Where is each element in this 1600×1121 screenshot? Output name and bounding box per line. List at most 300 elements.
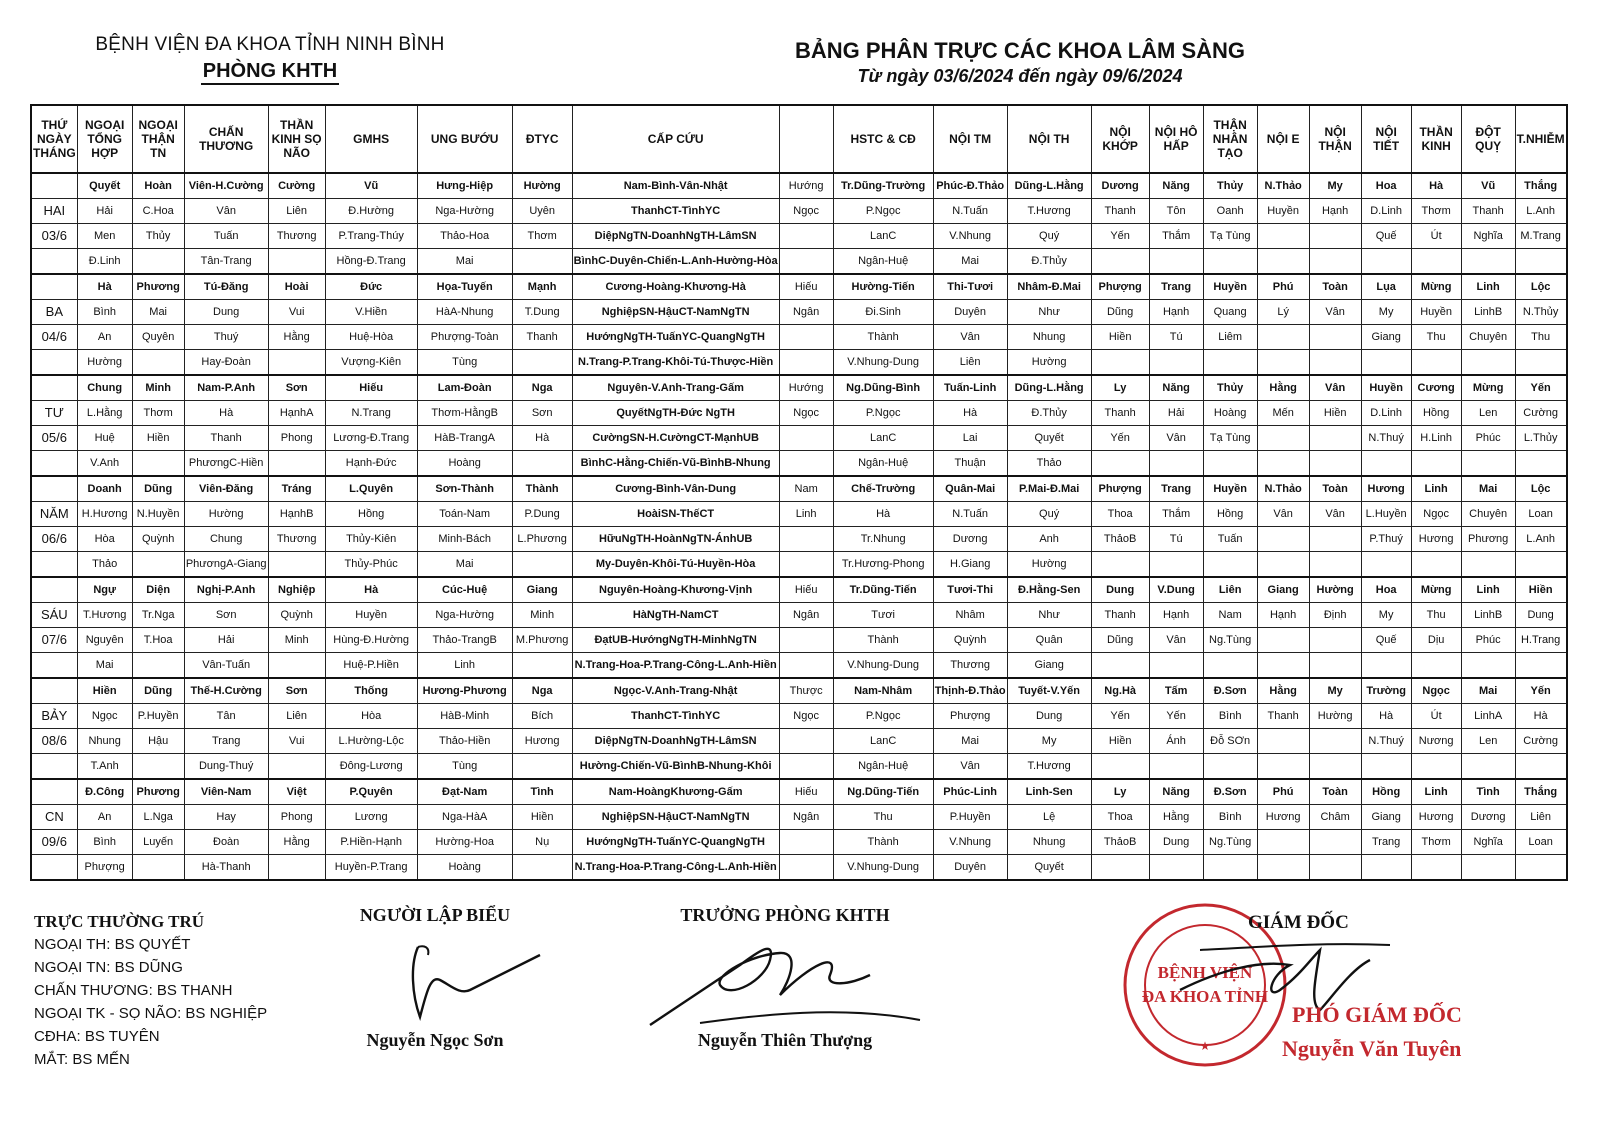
table-cell: Toàn (1309, 274, 1361, 300)
table-cell (268, 855, 325, 881)
table-cell: T.Hương (77, 603, 132, 628)
table-cell: Đông-Lương (325, 754, 417, 780)
table-cell (1149, 350, 1203, 376)
table-cell: Chế-Trường (833, 476, 933, 502)
table-row (31, 199, 1567, 224)
resident-duty-line: CĐHA: BS TUYÊN (34, 1028, 160, 1045)
table-cell: Dung (1149, 830, 1203, 855)
table-cell: Tuấn (1203, 527, 1257, 552)
table-cell: Hiền (1309, 401, 1361, 426)
table-row (31, 350, 1567, 376)
table-cell: Duyên (933, 855, 1007, 881)
table-cell (268, 552, 325, 578)
table-cell: Huyền (1203, 476, 1257, 502)
table-cell: Năng (1149, 173, 1203, 199)
table-cell: Ly (1091, 779, 1149, 805)
table-cell: Bình (1203, 805, 1257, 830)
table-cell: Minh (132, 375, 184, 401)
table-cell: Tạ Tùng (1203, 426, 1257, 451)
table-cell: Quý (1007, 224, 1091, 249)
table-cell: Nam-P.Anh (184, 375, 268, 401)
table-cell: P.Dung (512, 502, 572, 527)
table-cell: V.Nhung (933, 830, 1007, 855)
table-cell: Len (1461, 401, 1515, 426)
table-cell (1515, 855, 1567, 881)
table-cell: Uyên (512, 199, 572, 224)
table-cell: Thu (1411, 325, 1461, 350)
table-cell: Hương (1257, 805, 1309, 830)
table-cell (132, 249, 184, 275)
table-cell: Hưng-Hiệp (417, 173, 512, 199)
preparer-title: NGƯỜI LẬP BIỂU (359, 905, 511, 925)
table-cell: Nhâm-Đ.Mai (1007, 274, 1091, 300)
day-date: 09/6 (31, 830, 77, 855)
table-cell: Đ.Thủy (1007, 401, 1091, 426)
table-cell: Ngân (779, 603, 833, 628)
table-cell: Toàn (1309, 779, 1361, 805)
table-cell: Hường (1007, 350, 1091, 376)
column-header: NỘI KHỚP (1091, 105, 1149, 173)
resident-duty-line: CHẤN THƯƠNG: BS THANH (34, 982, 233, 999)
table-cell: Dũng-L.Hằng (1007, 375, 1091, 401)
day-date: 05/6 (31, 426, 77, 451)
table-cell: Doanh (77, 476, 132, 502)
table-cell: N.Trang (325, 401, 417, 426)
svg-text:★: ★ (1199, 1039, 1211, 1053)
table-row (31, 552, 1567, 578)
table-cell: N.Thảo (1257, 173, 1309, 199)
table-cell: Hồng (1203, 502, 1257, 527)
document-title: BẢNG PHÂN TRỰC CÁC KHOA LÂM SÀNG (794, 38, 1246, 63)
table-cell: Hạnh (1149, 300, 1203, 325)
table-cell: Hiền (1091, 325, 1149, 350)
table-cell (512, 249, 572, 275)
table-cell: Thành (833, 628, 933, 653)
table-cell: Viên-Nam (184, 779, 268, 805)
table-cell: LanC (833, 426, 933, 451)
day-cell (31, 350, 77, 376)
table-cell: Ng.Dũng-Bình (833, 375, 933, 401)
table-cell: Như (1007, 603, 1091, 628)
table-cell: Hoàng (1203, 401, 1257, 426)
table-cell (132, 653, 184, 679)
table-cell: P.Hiền-Hạnh (325, 830, 417, 855)
table-cell: Tuyết-V.Yến (1007, 678, 1091, 704)
table-cell: Vân (1309, 300, 1361, 325)
column-header: UNG BƯỚU (417, 105, 512, 173)
table-cell: Thơm (1411, 830, 1461, 855)
table-cell (1309, 754, 1361, 780)
table-cell: Nga-Hường (417, 199, 512, 224)
table-cell: Hoài (268, 274, 325, 300)
table-cell: My (1361, 603, 1411, 628)
table-cell: Hằng (1149, 805, 1203, 830)
table-cell: Yến (1515, 375, 1567, 401)
table-cell: V.Dung (1149, 577, 1203, 603)
table-cell: Hà (933, 401, 1007, 426)
table-cell (779, 325, 833, 350)
table-cell: D.Linh (1361, 199, 1411, 224)
table-cell: Nga (512, 678, 572, 704)
table-cell: Thắng (1515, 779, 1567, 805)
table-cell: Vui (268, 300, 325, 325)
table-cell: Quang (1203, 300, 1257, 325)
table-cell (1515, 451, 1567, 477)
table-cell: Hằng (268, 830, 325, 855)
table-cell: Đỗ SƠn (1203, 729, 1257, 754)
table-cell (268, 249, 325, 275)
table-cell: N.Trang-Hoa-P.Trang-Công-L.Anh-Hiền (572, 653, 779, 679)
table-cell: Hà (325, 577, 417, 603)
table-cell: Sơn (268, 678, 325, 704)
table-cell: Thuý (184, 325, 268, 350)
table-cell: Viên-H.Cường (184, 173, 268, 199)
column-header (779, 105, 833, 173)
table-cell: Minh (268, 628, 325, 653)
day-name: CN (31, 805, 77, 830)
table-cell: Tr.Nga (132, 603, 184, 628)
table-cell (1411, 249, 1461, 275)
table-cell: LanC (833, 729, 933, 754)
preparer-signature-icon (400, 935, 550, 1025)
table-cell: Hiền (1515, 577, 1567, 603)
table-cell: L.Nga (132, 805, 184, 830)
table-cell: N.Trang-P.Trang-Khôi-Tú-Thược-Hiền (572, 350, 779, 376)
table-cell (132, 754, 184, 780)
table-cell: Dũng (132, 678, 184, 704)
table-cell: Nhung (77, 729, 132, 754)
table-cell: Hằng (1257, 375, 1309, 401)
head-name: Nguyễn Thiên Thượng (697, 1030, 873, 1050)
table-cell: Bình (1203, 704, 1257, 729)
table-cell (1257, 830, 1309, 855)
table-cell: Quỳnh (132, 527, 184, 552)
table-cell: Tú (1149, 527, 1203, 552)
table-cell (1257, 729, 1309, 754)
column-header: THẬN NHÂN TẠO (1203, 105, 1257, 173)
table-cell: P.Ngọc (833, 199, 933, 224)
table-cell: Liên (933, 350, 1007, 376)
table-cell: Vũ (325, 173, 417, 199)
table-cell (512, 855, 572, 881)
table-cell: Hà (833, 502, 933, 527)
table-cell: Duyên (933, 300, 1007, 325)
table-cell: LinhA (1461, 704, 1515, 729)
day-cell (31, 577, 77, 603)
table-cell: DiệpNgTN-DoanhNgTH-LâmSN (572, 224, 779, 249)
table-cell: Vân (933, 325, 1007, 350)
table-cell (1309, 729, 1361, 754)
table-cell: Mai (417, 552, 512, 578)
table-cell: Hồng (1361, 779, 1411, 805)
column-header: GMHS (325, 105, 417, 173)
table-cell: Tôn (1149, 199, 1203, 224)
table-cell: Thoa (1091, 502, 1149, 527)
table-cell (132, 451, 184, 477)
table-cell: V.Anh (77, 451, 132, 477)
table-cell: Hải (1149, 401, 1203, 426)
table-cell: My (1361, 300, 1411, 325)
table-cell: Phong (268, 426, 325, 451)
table-cell: LinhB (1461, 603, 1515, 628)
day-cell (31, 855, 77, 881)
column-header: THẦN KINH SỌ NÃO (268, 105, 325, 173)
table-cell: Hường-Tiến (833, 274, 933, 300)
table-cell: Phượng-Toàn (417, 325, 512, 350)
table-cell: Hà (77, 274, 132, 300)
table-cell: Vũ (1461, 173, 1515, 199)
table-row (31, 729, 1567, 754)
table-row (31, 628, 1567, 653)
table-cell (1149, 653, 1203, 679)
table-cell (779, 628, 833, 653)
table-row (31, 603, 1567, 628)
column-header: NỘI E (1257, 105, 1309, 173)
table-cell (779, 527, 833, 552)
table-cell: Hòa (325, 704, 417, 729)
table-cell: Mai (132, 300, 184, 325)
table-cell (268, 451, 325, 477)
table-cell: Vượng-Kiên (325, 350, 417, 376)
table-cell: Huệ (77, 426, 132, 451)
table-cell: Tr.Hương-Phong (833, 552, 933, 578)
table-cell: Dung (1007, 704, 1091, 729)
table-cell: Diện (132, 577, 184, 603)
table-cell: Mến (1257, 401, 1309, 426)
table-cell: T.Anh (77, 754, 132, 780)
day-name: SÁU (31, 603, 77, 628)
table-cell: P.Trang-Thúy (325, 224, 417, 249)
table-cell: Hay (184, 805, 268, 830)
table-cell: Lệ (1007, 805, 1091, 830)
table-cell (779, 426, 833, 451)
table-cell: Mai (1461, 476, 1515, 502)
table-cell: PhươngC-Hiền (184, 451, 268, 477)
table-cell: Hiền (512, 805, 572, 830)
table-cell (1361, 451, 1411, 477)
table-cell: Thủy (132, 224, 184, 249)
table-cell: ĐạtUB-HướngNgTH-MinhNgTN (572, 628, 779, 653)
table-cell: LanC (833, 224, 933, 249)
table-cell: Sơn (268, 375, 325, 401)
table-cell: Hường-Chiến-Vũ-BìnhB-Nhung-Khôi (572, 754, 779, 780)
table-cell: Huệ-Hòa (325, 325, 417, 350)
table-cell: Cương-Bình-Vân-Dung (572, 476, 779, 502)
table-cell: Hạnh-Đức (325, 451, 417, 477)
table-cell: Hằng (1257, 678, 1309, 704)
column-header: HSTC & CĐ (833, 105, 933, 173)
table-cell: Ng.Dũng-Tiến (833, 779, 933, 805)
table-cell: Yến (1515, 678, 1567, 704)
table-cell: Bình (77, 830, 132, 855)
table-cell (1411, 451, 1461, 477)
table-cell: Đoàn (184, 830, 268, 855)
table-cell: Quyết (1007, 855, 1091, 881)
table-cell (1461, 552, 1515, 578)
resident-duty-list (34, 933, 267, 1071)
table-cell (1515, 552, 1567, 578)
preparer-signature-block (320, 905, 550, 1065)
table-cell: Dung (1515, 603, 1567, 628)
table-cell: Ngọc (1411, 502, 1461, 527)
table-cell: Minh (512, 603, 572, 628)
table-cell: C.Hoa (132, 199, 184, 224)
table-cell: Hiền (132, 426, 184, 451)
table-cell (1361, 552, 1411, 578)
table-cell (1257, 855, 1309, 881)
table-cell: Hà (512, 426, 572, 451)
table-cell: Nhung (1007, 830, 1091, 855)
table-cell: Ngọc (1411, 678, 1461, 704)
table-cell (1461, 350, 1515, 376)
table-cell: Nghĩa (1461, 830, 1515, 855)
table-cell (779, 224, 833, 249)
table-cell (1309, 224, 1361, 249)
table-row (31, 527, 1567, 552)
table-cell (1091, 855, 1149, 881)
table-cell: Ngự (77, 577, 132, 603)
table-cell (1309, 830, 1361, 855)
column-header: ĐTYC (512, 105, 572, 173)
table-cell: Phúc (1461, 426, 1515, 451)
table-cell: Đ.Thủy (1007, 249, 1091, 275)
table-cell (1203, 350, 1257, 376)
table-cell: Tươi (833, 603, 933, 628)
table-cell: P.Ngọc (833, 401, 933, 426)
table-cell: Thu (833, 805, 933, 830)
table-cell (132, 350, 184, 376)
table-cell: N.Thảo (1257, 476, 1309, 502)
table-cell: Thành (833, 830, 933, 855)
table-cell: Phong (268, 805, 325, 830)
table-cell (1257, 426, 1309, 451)
table-cell: Thơm (512, 224, 572, 249)
table-row (31, 325, 1567, 350)
table-cell: Hồng (1411, 401, 1461, 426)
table-cell: Thược (779, 678, 833, 704)
table-cell: HàB-TrangA (417, 426, 512, 451)
resident-duty-line: NGOẠI TH: BS QUYẾT (34, 936, 191, 953)
table-cell: Dương (1461, 805, 1515, 830)
table-cell (779, 350, 833, 376)
table-cell: Việt (268, 779, 325, 805)
table-cell (1257, 628, 1309, 653)
table-cell: Chuyên (1461, 325, 1515, 350)
table-cell: L.Anh (1515, 199, 1567, 224)
column-header: THẦN KINH (1411, 105, 1461, 173)
seal-line-1: BỆNH VIỆN (1157, 963, 1253, 982)
table-row (31, 274, 1567, 300)
table-cell: Ngân-Huệ (833, 754, 933, 780)
table-row (31, 653, 1567, 679)
table-cell: Trường (1361, 678, 1411, 704)
table-cell: Phương (132, 779, 184, 805)
table-cell: Lam-Đoàn (417, 375, 512, 401)
table-cell: Huệ-P.Hiền (325, 653, 417, 679)
table-cell: Dung (184, 300, 268, 325)
table-cell: Trang (1149, 274, 1203, 300)
table-cell (1411, 350, 1461, 376)
table-cell: Châm (1309, 805, 1361, 830)
table-cell (1411, 754, 1461, 780)
table-cell: Thanh (512, 325, 572, 350)
table-row (31, 704, 1567, 729)
table-cell (1257, 754, 1309, 780)
table-cell: V.Hiền (325, 300, 417, 325)
table-cell (779, 552, 833, 578)
table-cell: Yến (1091, 426, 1149, 451)
table-row (31, 173, 1567, 199)
table-cell: Thơm (132, 401, 184, 426)
table-cell: Tú-Đăng (184, 274, 268, 300)
table-cell: N.Tuấn (933, 199, 1007, 224)
table-cell (1149, 451, 1203, 477)
table-cell (1257, 527, 1309, 552)
table-cell: P.Huyền (132, 704, 184, 729)
table-cell: Hậu (132, 729, 184, 754)
table-cell: Hường (512, 173, 572, 199)
table-cell (779, 855, 833, 881)
table-cell: NghiệpSN-HậuCT-NamNgTN (572, 300, 779, 325)
table-cell: Mai (77, 653, 132, 679)
table-row (31, 855, 1567, 881)
table-cell: Chung (184, 527, 268, 552)
table-cell: Mừng (1411, 577, 1461, 603)
table-cell (1361, 249, 1411, 275)
table-cell: Ngân (779, 300, 833, 325)
table-cell (1149, 249, 1203, 275)
table-cell: Minh-Bách (417, 527, 512, 552)
document-title-block (760, 38, 1280, 87)
table-row (31, 830, 1567, 855)
preparer-name: Nguyễn Ngọc Sơn (366, 1030, 504, 1050)
table-cell: Hiền (1091, 729, 1149, 754)
table-cell: Liên (268, 199, 325, 224)
table-cell: Thanh (1461, 199, 1515, 224)
column-header: NỘI THẬN (1309, 105, 1361, 173)
table-cell: P.Thuý (1361, 527, 1411, 552)
table-cell: Đ.Hằng-Sen (1007, 577, 1091, 603)
table-cell (1257, 451, 1309, 477)
table-cell: L.Anh (1515, 527, 1567, 552)
table-cell: Ng.Hà (1091, 678, 1149, 704)
table-cell (512, 552, 572, 578)
table-cell: Cúc-Huệ (417, 577, 512, 603)
table-cell: Hồng (325, 502, 417, 527)
table-cell: Hoàng (417, 855, 512, 881)
table-cell: Mạnh (512, 274, 572, 300)
table-cell: L.Quyên (325, 476, 417, 502)
table-cell: ThảoB (1091, 527, 1149, 552)
table-cell: Loan (1515, 502, 1567, 527)
table-cell: Đ.Sơn (1203, 678, 1257, 704)
table-cell: Ngọc (77, 704, 132, 729)
table-cell (1091, 552, 1149, 578)
table-cell: Tạ Tùng (1203, 224, 1257, 249)
table-cell: Dũng (132, 476, 184, 502)
table-cell: Hà (1411, 173, 1461, 199)
table-cell: Thủy-Phúc (325, 552, 417, 578)
table-cell: Hương (1411, 527, 1461, 552)
table-cell: Ng.Tùng (1203, 830, 1257, 855)
day-cell (31, 779, 77, 805)
column-header: T.NHIỄM (1515, 105, 1567, 173)
table-cell: Lương-Đ.Trang (325, 426, 417, 451)
table-cell (1411, 552, 1461, 578)
table-cell: Hạnh (1149, 603, 1203, 628)
table-cell: N.Thuý (1361, 729, 1411, 754)
table-cell: L.Hường-Lộc (325, 729, 417, 754)
